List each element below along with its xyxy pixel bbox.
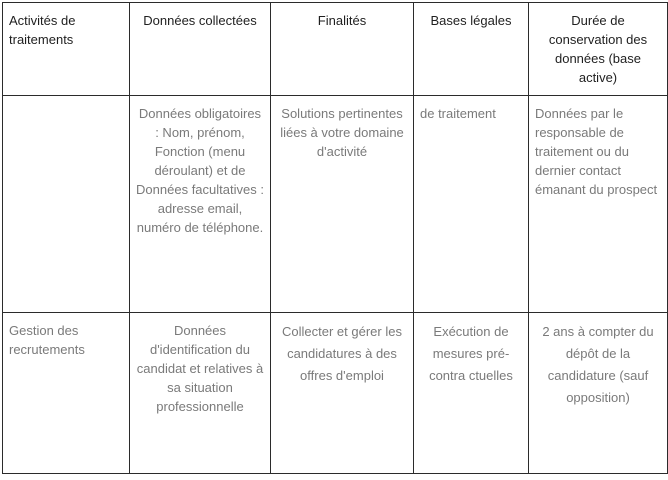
table-row xyxy=(3,313,668,474)
cell-duree: Données par le responsable de traitement ou du dernier contact émanant du prospect xyxy=(529,96,668,313)
data-processing-table xyxy=(2,2,668,474)
header-finalites: Finalités xyxy=(271,3,414,96)
cell-duree: 2 ans à compter du dépôt de la candidature (sauf opposition) xyxy=(529,313,668,474)
header-duree-conservation: Durée de conservation des données (base active) xyxy=(529,3,668,96)
cell-finalites: Collecter et gérer les candidatures à des offres d'emploi xyxy=(271,313,414,474)
header-donnees: Données collectées xyxy=(130,3,271,96)
header-activites: Activités de traitements xyxy=(3,3,130,96)
cell-bases-legales: de traitement xyxy=(414,96,529,313)
table-row xyxy=(3,96,668,313)
table-header-row xyxy=(3,3,668,96)
header-bases-legales: Bases légales xyxy=(414,3,529,96)
cell-donnees: Données d'identification du candidat et relatives à sa situation professionnelle xyxy=(130,313,271,474)
cell-bases-legales: Exécution de mesures pré-contra ctuelles xyxy=(414,313,529,474)
cell-activite xyxy=(3,96,130,313)
cell-activite: Gestion des recrutements xyxy=(3,313,130,474)
cell-finalites: Solutions pertinentes liées à votre domaine d'activité xyxy=(271,96,414,313)
cell-donnees: Données obligatoires : Nom, prénom, Fonction (menu déroulant) et de Données facultatives : adresse email, numéro de téléphone. xyxy=(130,96,271,313)
